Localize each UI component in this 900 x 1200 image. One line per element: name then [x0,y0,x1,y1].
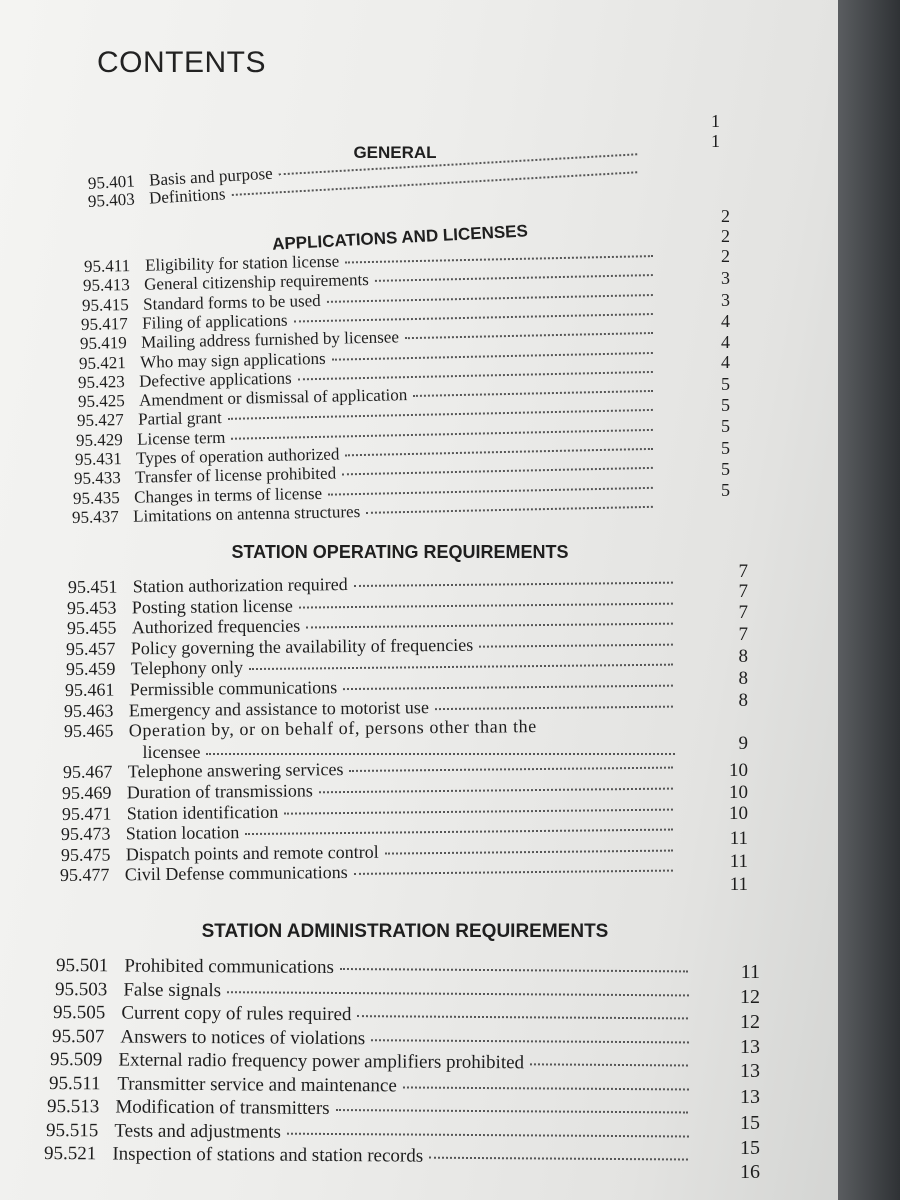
page-number: 2 [721,226,730,246]
dot-leader [350,767,673,772]
section-number: 95.459 [65,658,116,680]
section-number: 95.467 [62,761,113,783]
entry-title: General citizenship requirements [144,270,370,295]
section-number: 95.513 [46,1096,100,1118]
entry-title: Definitions [148,184,226,208]
page-number: 5 [721,374,730,394]
entry-title: Modification of transmitters [115,1096,330,1119]
entry-title: Permissible communications [129,677,338,700]
toc-entry[interactable] [50,1049,690,1075]
entry-title: Amendment or dismissal of application [138,385,408,410]
section-number: 95.421 [79,352,127,373]
section-heading: APPLICATIONS AND LICENSES [271,221,529,254]
entry-title: Station identification [126,801,279,823]
page-number: 3 [721,290,730,310]
page-number: 15 [740,1137,760,1159]
entry-title: Partial grant [137,408,222,430]
section-number: 95.461 [64,679,115,700]
contents-title: CONTENTS [97,46,266,79]
section-number: 95.455 [66,617,117,639]
entry-title: Standard forms to be used [143,290,321,314]
page-number: 11 [729,874,748,895]
page-number: 13 [740,1086,760,1108]
section-number: 95.509 [49,1049,103,1071]
toc-entry[interactable] [47,1096,690,1122]
section-number: 95.457 [66,638,116,659]
section-heading: STATION ADMINISTRATION REQUIREMENTS [201,921,609,942]
entry-title: Tests and adjustments [113,1119,281,1143]
page-number: 5 [721,416,730,436]
page-number: 5 [721,395,730,415]
dot-leader [231,429,653,440]
page-number: 12 [740,986,760,1008]
toc-entry[interactable] [48,1073,690,1099]
entry-title: Current copy of rules required [121,1002,352,1026]
section-number: 95.469 [62,782,113,803]
entry-title: Authorized frequencies [131,615,301,638]
page-number: 1 [711,111,720,131]
dot-leader [332,351,653,360]
dot-leader [206,753,675,755]
entry-title: Defective applications [139,368,293,391]
section-number: 95.473 [61,823,111,845]
section-number: 95.465 [63,720,114,742]
dot-leader [479,643,673,647]
section-number: 95.435 [72,487,120,508]
section-number: 95.401 [87,171,136,193]
section-number: 95.411 [83,256,131,276]
section-number: 95.433 [73,468,121,489]
page-number: 13 [740,1036,760,1058]
page-edge-shadow [838,0,900,1200]
page-number: 7 [738,624,748,645]
dot-leader [429,1157,688,1161]
dot-leader [340,968,688,972]
page-number: 13 [740,1060,760,1082]
dot-leader [294,313,653,323]
section-number: 95.475 [60,844,111,865]
dot-leader [375,274,653,282]
page-number: 8 [738,690,748,711]
dot-leader [227,991,688,996]
dot-leader [366,506,653,514]
entry-title: Operation by, or on behalf of, persons other than the [128,716,537,741]
entry-title: Mailing address furnished by licensee [141,327,400,352]
page-number: 3 [721,268,730,288]
entry-title: Dispatch points and remote control [125,841,379,865]
entry-title: Transfer of license prohibited [134,463,337,488]
page-number: 7 [738,561,748,582]
dot-leader [327,294,653,303]
section-number: 95.471 [61,803,112,824]
toc-entry[interactable] [54,979,690,1005]
section-number: 95.437 [71,506,119,527]
entry-title: Policy governing the availability of frequencies [130,634,474,659]
page-number: 2 [721,246,730,266]
page-number: 1 [711,131,720,151]
dot-leader [319,788,673,794]
page-number: 10 [729,760,748,781]
section-number: 95.417 [81,313,129,334]
page-number: 5 [721,480,730,500]
page-number: 8 [738,668,748,689]
dot-leader [249,664,673,670]
entry-title: Inspection of stations and station records [112,1143,424,1167]
page-number: 11 [729,828,748,849]
section-number: 95.521 [43,1143,97,1165]
entry-title: Transmitter service and maintenance [116,1072,397,1096]
dot-leader [354,582,673,587]
entry-title: Eligibility for station license [144,251,340,275]
toc-entry[interactable] [51,1026,690,1052]
toc-entry[interactable] [53,1002,690,1028]
dot-leader [371,1039,688,1043]
page-number: 7 [738,602,748,623]
page-number: 15 [740,1112,760,1134]
page-number: 4 [721,352,730,372]
page-number: 4 [721,311,730,331]
page-number: 11 [740,961,760,983]
dot-leader [530,1063,688,1066]
entry-title: Basis and purpose [148,163,274,190]
entry-title: Prohibited communications [124,955,334,978]
entry-title: Station authorization required [132,574,348,597]
dot-leader [413,390,653,397]
section-number: 95.403 [87,189,136,211]
dot-leader [357,1015,688,1019]
section-number: 95.415 [81,294,130,315]
dot-leader [328,486,653,495]
section-number: 95.423 [78,371,126,392]
entry-title: Posting station license [132,595,294,617]
section-number: 95.503 [54,978,107,1000]
dot-leader [343,685,673,690]
dot-leader [354,870,673,875]
dot-leader [435,705,673,709]
section-heading: STATION OPERATING REQUIREMENTS [231,542,569,562]
entry-title: License term [136,427,226,449]
section-number: 95.507 [51,1025,104,1047]
entry-title: Civil Defense communications [124,862,348,885]
page-number: 5 [721,438,730,458]
toc-entry[interactable] [45,1120,690,1146]
dot-leader [342,467,653,476]
entry-title: Answers to notices of violations [119,1025,365,1049]
section-number: 95.425 [77,391,125,412]
dot-leader [284,808,673,814]
entry-title: External radio frequency power amplifiers prohibited [118,1049,525,1074]
section-number: 95.419 [80,333,128,354]
dot-leader [245,829,672,835]
page-number: 11 [729,851,748,872]
entry-title: Duration of transmissions [127,780,314,803]
page-number: 9 [738,733,748,754]
dot-leader [345,255,653,263]
entry-title: Types of operation authorized [135,444,340,468]
section-number: 95.429 [75,429,123,450]
entry-title: Who may sign applications [140,348,327,372]
dot-leader [227,409,653,420]
page-number: 7 [738,581,748,602]
page-number: 12 [740,1011,760,1033]
section-number: 95.431 [74,449,122,469]
page-number: 10 [729,782,748,803]
dot-leader [405,332,653,339]
section-number: 95.427 [76,410,124,431]
page-number: 8 [738,646,748,667]
dot-leader [306,623,673,629]
entry-title: Telephone answering services [127,759,344,782]
section-number: 95.515 [45,1119,98,1141]
page-number: 2 [721,206,730,226]
dot-leader [299,602,673,608]
dot-leader [345,448,653,456]
toc-entry[interactable] [56,955,690,981]
entry-title-continuation: licensee [142,741,201,762]
section-number: 95.463 [64,700,114,721]
dot-leader [286,1132,688,1137]
section-number: 95.451 [67,576,118,597]
section-number: 95.453 [67,597,117,618]
page-number: 10 [729,803,748,824]
dot-leader [384,849,673,854]
section-number: 95.505 [52,1002,106,1024]
entry-title: Limitations on antenna structures [132,501,361,526]
entry-title: Emergency and assistance to motorist use [128,696,430,720]
page-number: 4 [721,332,730,352]
entry-title: Telephony only [130,657,243,679]
section-heading: GENERAL [353,143,437,162]
entry-title: Filing of applications [142,310,288,333]
dot-leader [336,1109,688,1113]
page-number: 16 [740,1161,760,1183]
dot-leader [298,371,653,380]
section-number: 95.477 [59,864,110,886]
entry-title: Changes in terms of license [133,483,323,507]
toc-entry[interactable] [44,1143,690,1170]
dot-leader [402,1086,688,1090]
page-number: 5 [721,459,730,479]
section-number: 95.501 [55,955,109,977]
entry-title: False signals [122,978,221,1001]
section-number: 95.511 [48,1072,101,1094]
section-number: 95.413 [82,275,130,296]
entry-title: Station location [125,822,240,844]
